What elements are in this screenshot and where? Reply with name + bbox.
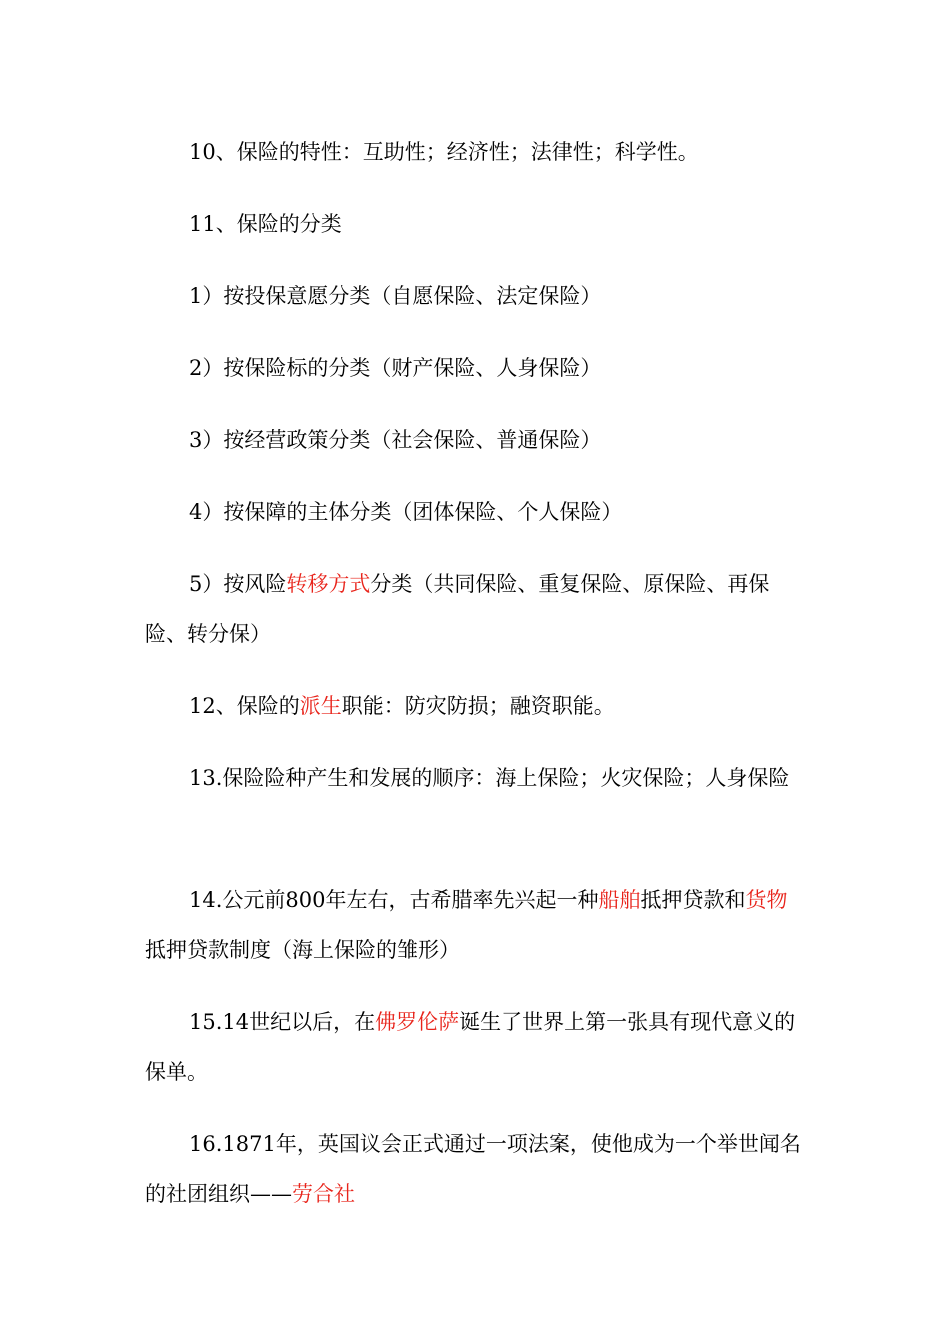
paragraph-13 — [145, 753, 807, 803]
text-run: 职能：防灾防损；融资职能。 — [341, 694, 615, 718]
paragraph-11-item-2 — [145, 343, 807, 393]
text-run: 14.公元前800年左右，古希腊率先兴起一种 — [189, 888, 599, 912]
text-run: 11、保险的分类 — [189, 212, 342, 236]
paragraph-11-heading — [145, 199, 807, 249]
text-run: 10、保险的特性：互助性；经济性；法律性；科学性。 — [189, 140, 699, 164]
text-run: 2）按保险标的分类（财产保险、人身保险） — [189, 356, 602, 380]
text-run: 1）按投保意愿分类（自愿保险、法定保险） — [189, 284, 602, 308]
paragraph-15 — [145, 997, 807, 1097]
text-run: 诞生了世界上第一张具有现代意义的保单。 — [145, 1010, 796, 1084]
paragraph-11-item-1 — [145, 271, 807, 321]
highlighted-term: 船舶 — [598, 888, 641, 912]
highlighted-term: 派生 — [299, 694, 342, 718]
text-run: 16.1871年，英国议会正式通过一项法案，使他成为一个举世闻名的社团组织—— — [145, 1132, 801, 1206]
text-run: 5）按风险 — [189, 572, 287, 596]
highlighted-term: 转移方式 — [286, 572, 371, 596]
highlighted-term: 佛罗伦萨 — [375, 1010, 460, 1034]
text-run: 12、保险的 — [189, 694, 300, 718]
text-run: 3）按经营政策分类（社会保险、普通保险） — [189, 428, 602, 452]
text-run: 抵押贷款和 — [640, 888, 746, 912]
text-run: 抵押贷款制度（海上保险的雏形） — [145, 938, 460, 962]
highlighted-term: 劳合社 — [292, 1182, 355, 1206]
paragraph-11-item-3 — [145, 415, 807, 465]
text-run: 分类（共同保险、重复保险、原保险、再保险、转分保） — [145, 572, 770, 646]
paragraph-14 — [145, 875, 807, 975]
paragraph-11-item-4 — [145, 487, 807, 537]
text-run: 15.14世纪以后，在 — [189, 1010, 376, 1034]
text-run: 4）按保障的主体分类（团体保险、个人保险） — [189, 500, 623, 524]
paragraph-10 — [145, 127, 807, 177]
paragraph-11-item-5 — [145, 559, 807, 659]
paragraph-16 — [145, 1119, 807, 1219]
paragraph-12 — [145, 681, 807, 731]
highlighted-term: 货物 — [745, 888, 788, 912]
text-run: 13.保险险种产生和发展的顺序：海上保险；火灾保险；人身保险 — [189, 766, 790, 790]
